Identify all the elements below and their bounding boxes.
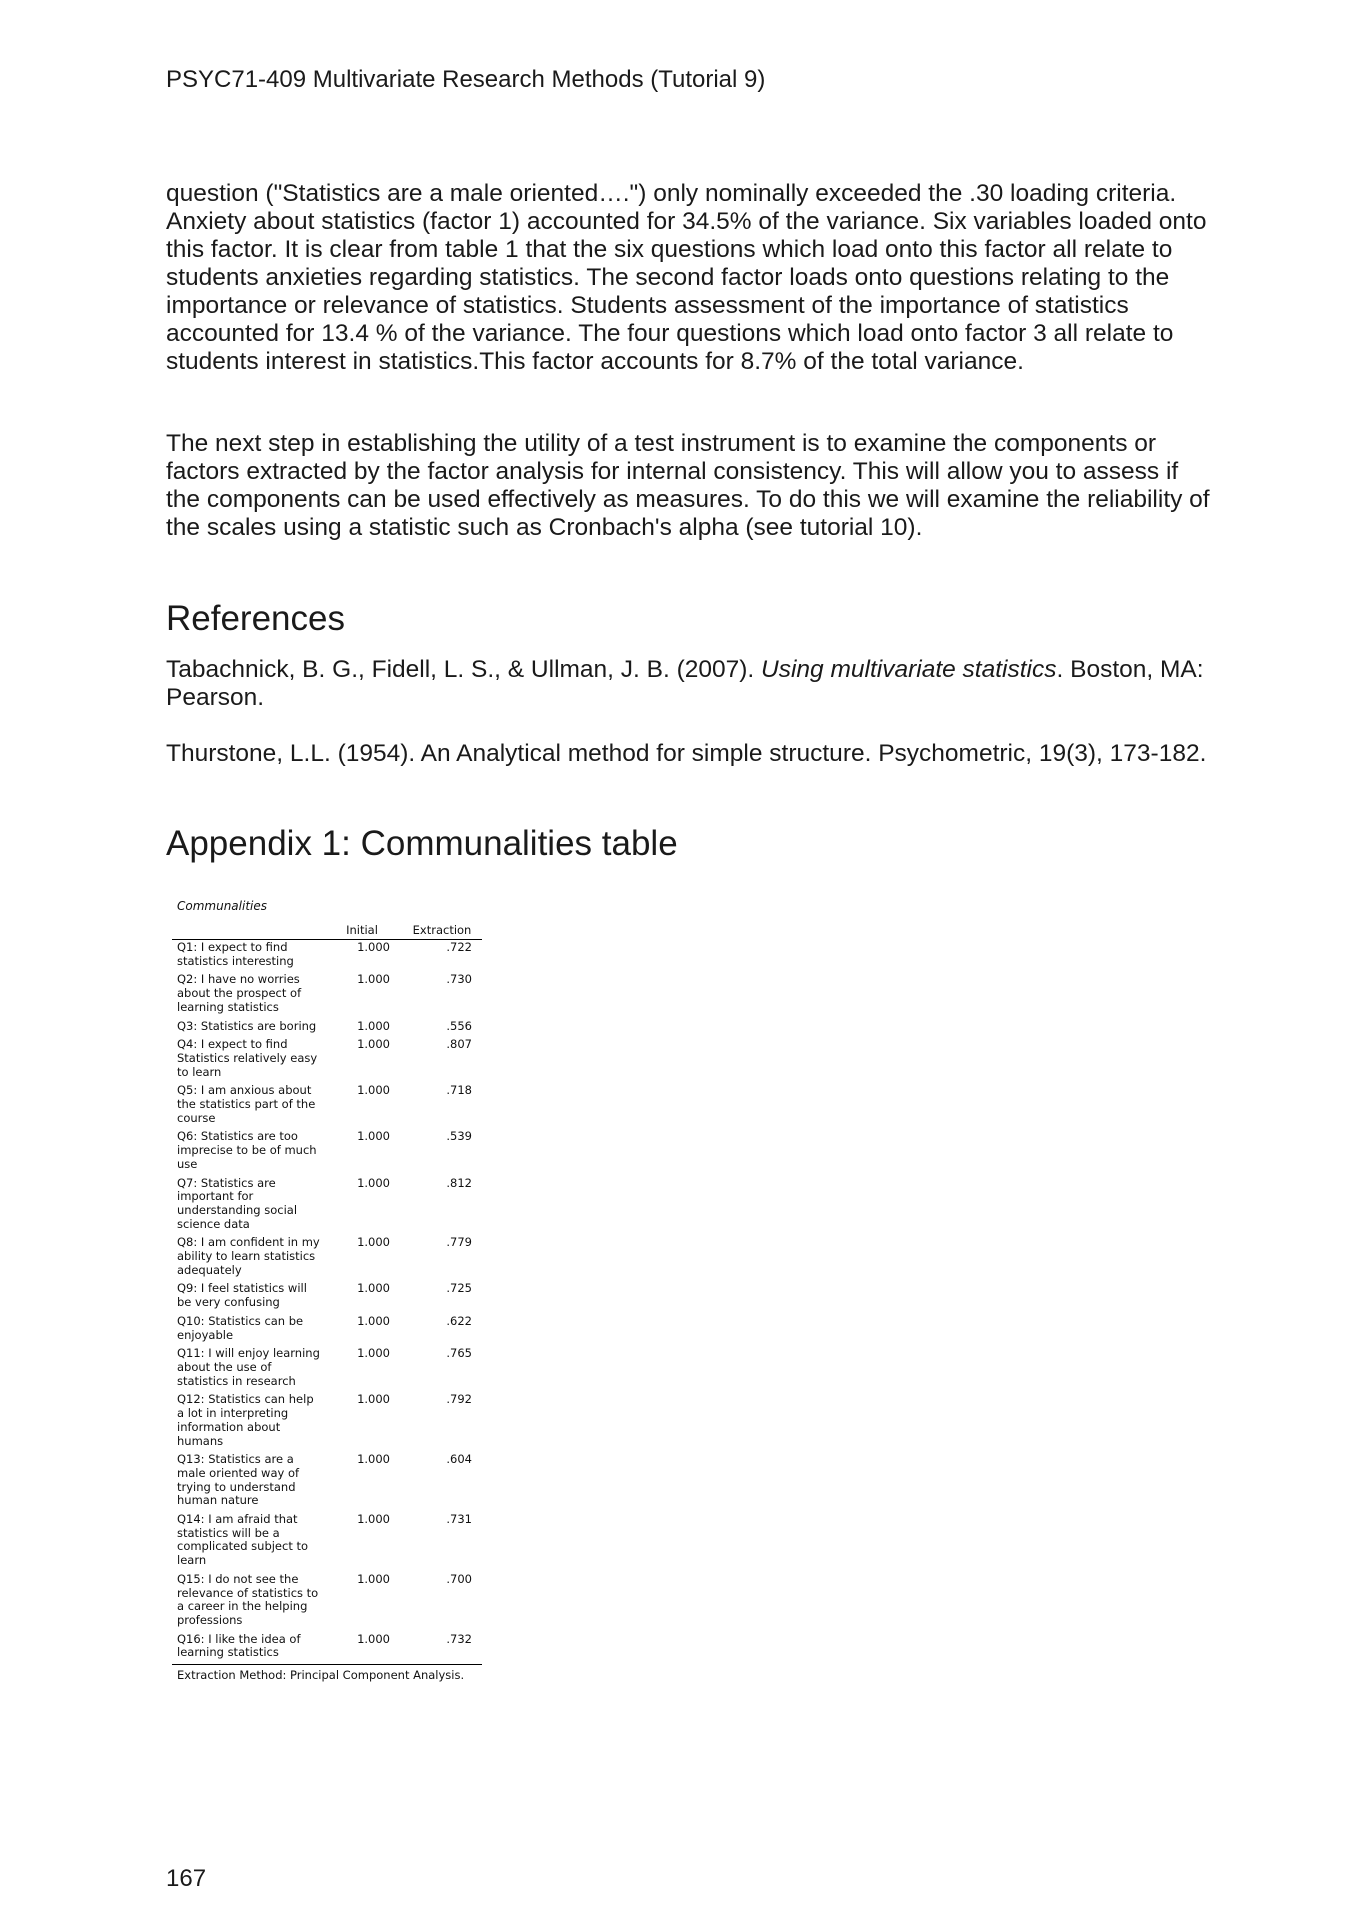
table-row [172, 1235, 482, 1281]
row-initial: 1.000 [357, 1313, 390, 1328]
row-initial: 1.000 [357, 1235, 390, 1250]
row-label: Q13: Statistics are a male oriented way of trying to understand human nature [177, 1452, 300, 1508]
row-label: Q11: I will enjoy learning about the use of statistics in research [177, 1346, 320, 1388]
running-header: PSYC71-409 Multivariate Research Methods (Tutorial 9) [166, 66, 766, 93]
row-extraction: .725 [446, 1281, 472, 1296]
row-initial: 1.000 [357, 1018, 390, 1033]
reference-text: Thurstone, L.L. (1954). An Analytical method for simple structure. Psychometric, 19(3), 173-182. [166, 740, 1207, 767]
table-row [172, 1512, 482, 1572]
table-row [172, 1572, 482, 1632]
row-label: Q2: I have no worries about the prospect of learning statistics [177, 972, 302, 1014]
table-footnote: Extraction Method: Principal Component Analysis. [177, 1668, 465, 1683]
row-initial: 1.000 [357, 1631, 390, 1646]
row-extraction: .807 [446, 1037, 472, 1052]
row-label: Q9: I feel statistics will be very confusing [177, 1281, 307, 1310]
row-extraction: .779 [446, 1235, 472, 1250]
row-label: Q6: Statistics are too imprecise to be of much use [177, 1129, 317, 1171]
reference-tabachnick [166, 656, 1226, 712]
row-extraction: .722 [446, 940, 472, 954]
row-initial: 1.000 [357, 1392, 390, 1407]
appendix-heading: Appendix 1: Communalities table [166, 824, 678, 863]
row-label: Q15: I do not see the relevance of statistics to a career in the helping professions [177, 1571, 319, 1627]
row-extraction: .812 [446, 1175, 472, 1190]
table-footnote-row [172, 1665, 482, 1683]
row-initial: 1.000 [357, 1571, 390, 1586]
row-extraction: .556 [446, 1018, 472, 1033]
row-initial: 1.000 [357, 940, 390, 954]
row-extraction: .604 [446, 1452, 472, 1467]
table-row [172, 1632, 482, 1665]
table-row [172, 1037, 482, 1083]
row-initial: 1.000 [357, 1512, 390, 1527]
row-label: Q8: I am confident in my ability to learn statistics adequately [177, 1235, 320, 1277]
row-label: Q10: Statistics can be enjoyable [177, 1313, 304, 1342]
row-label: Q16: I like the idea of learning statistics [177, 1631, 301, 1660]
row-label: Q4: I expect to find Statistics relatively easy to learn [177, 1037, 318, 1079]
table-row [172, 1392, 482, 1452]
header-label [172, 921, 322, 940]
row-extraction: .792 [446, 1392, 472, 1407]
communalities-table [172, 921, 482, 1682]
reference-thurstone [166, 740, 1226, 768]
row-initial: 1.000 [357, 1037, 390, 1052]
row-initial: 1.000 [357, 972, 390, 987]
reference-title: Using multivariate statistics [761, 656, 1057, 683]
table-row [172, 940, 482, 973]
table-row [172, 1176, 482, 1236]
table-row [172, 1314, 482, 1346]
table-row [172, 1346, 482, 1392]
row-extraction: .765 [446, 1346, 472, 1361]
header-initial: Initial [346, 923, 378, 937]
table-row [172, 1281, 482, 1313]
row-extraction: .718 [446, 1083, 472, 1098]
page-number: 167 [166, 1865, 207, 1892]
row-extraction: .732 [446, 1631, 472, 1646]
reference-text: . Boston, MA: Pearson. [166, 656, 1204, 711]
paragraph-factor-summary: question ("Statistics are a male oriented….") only nominally exceeded the .30 loading criteria. Anxiety about statistics (factor 1) accounted for 34.5% of the variance. Six variables loaded onto this factor. It is clear from table 1 that the six questions which load onto this factor all relate to students anxieties regarding statistics. The second factor loads onto questions relating to the importance or relevance of statistics. Students assessment of the importance of statistics accounted for 13.4 % of the variance. The four questions which load onto factor 3 all relate to students interest in statistics.This factor accounts for 8.7% of the total variance. [166, 180, 1207, 375]
row-initial: 1.000 [357, 1129, 390, 1144]
row-initial: 1.000 [357, 1083, 390, 1098]
table-body [172, 940, 482, 1665]
table-row [172, 972, 482, 1018]
table-row [172, 1129, 482, 1175]
row-initial: 1.000 [357, 1346, 390, 1361]
row-extraction: .730 [446, 972, 472, 987]
row-label: Q1: I expect to find statistics interesting [177, 940, 294, 968]
row-extraction: .731 [446, 1512, 472, 1527]
row-extraction: .539 [446, 1129, 472, 1144]
paragraph-next-step: The next step in establishing the utility of a test instrument is to examine the components or factors extracted by the factor analysis for internal consistency. This will allow you to assess if the components can be used effectively as measures. To do this we will examine the reliability of the scales using a statistic such as Cronbach's alpha (see tutorial 10). [166, 430, 1210, 541]
table-header-row [172, 921, 482, 940]
table-title: Communalities [177, 899, 268, 913]
row-label: Q14: I am afraid that statistics will be a complicated subject to learn [177, 1512, 309, 1568]
communalities-table-block [172, 899, 482, 1682]
reference-text: Tabachnick, B. G., Fidell, L. S., & Ullman, J. B. (2007). [166, 656, 762, 683]
row-label: Q3: Statistics are boring [177, 1018, 317, 1033]
row-extraction: .700 [446, 1571, 472, 1586]
table-row [172, 1083, 482, 1129]
header-extraction: Extraction [412, 923, 472, 937]
row-label: Q12: Statistics can help a lot in interpreting information about humans [177, 1392, 314, 1448]
table-row [172, 1019, 482, 1038]
table-row [172, 1452, 482, 1512]
references-heading: References [166, 599, 345, 638]
row-label: Q7: Statistics are important for understanding social science data [177, 1175, 298, 1231]
row-label: Q5: I am anxious about the statistics part of the course [177, 1083, 316, 1125]
row-extraction: .622 [446, 1313, 472, 1328]
row-initial: 1.000 [357, 1281, 390, 1296]
row-initial: 1.000 [357, 1175, 390, 1190]
row-initial: 1.000 [357, 1452, 390, 1467]
